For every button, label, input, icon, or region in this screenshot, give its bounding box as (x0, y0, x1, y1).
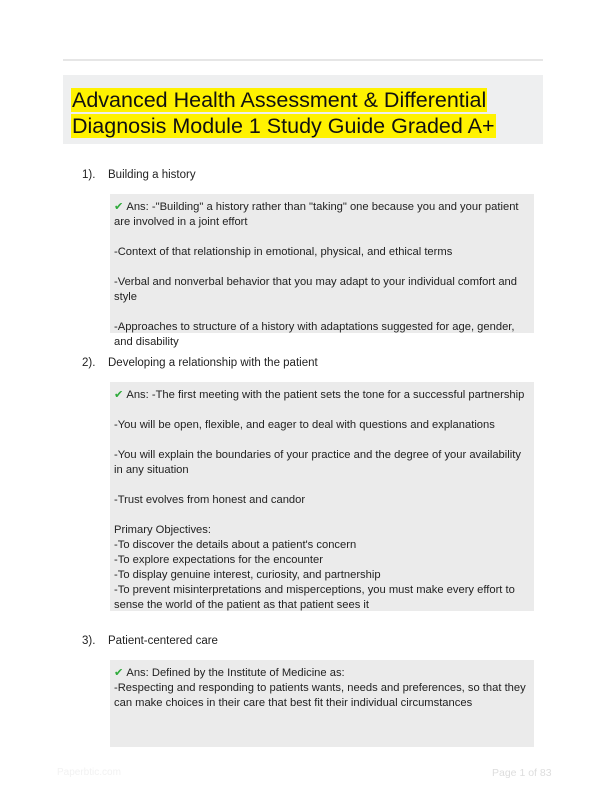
document-title (71, 87, 531, 139)
objective-item: -To prevent misinterpretations and misperceptions, you must make every effort to sense the world of the patient as that patient sees it (114, 584, 515, 611)
answer-paragraph: -Context of that relationship in emotional, physical, and ethical terms (114, 246, 453, 258)
question-prompt: Developing a relationship with the patient (108, 357, 318, 369)
question-prompt: Building a history (108, 169, 196, 181)
answer-lead: Ans: -The first meeting with the patient sets the tone for a successful partnership (126, 389, 525, 401)
objective-item: -To explore expectations for the encounter (114, 554, 323, 566)
check-icon: ✔ (114, 667, 124, 679)
objectives-heading: Primary Objectives: (114, 524, 211, 536)
objective-item: -To discover the details about a patient's concern (114, 539, 357, 551)
question-prompt: Patient-centered care (108, 635, 218, 647)
title-line-2: Diagnosis Module 1 Study Guide Graded A+ (72, 114, 495, 138)
answer-lead: Ans: Defined by the Institute of Medicine as: (126, 667, 345, 679)
objective-item: -To display genuine interest, curiosity, and partnership (114, 569, 381, 581)
question-number: 2). (82, 357, 96, 369)
footer-site-watermark: Paperbtic.com (57, 767, 121, 778)
check-icon: ✔ (114, 389, 124, 401)
answer-paragraph: -You will explain the boundaries of your practice and the degree of your availability in any situation (114, 449, 521, 476)
question-number: 3). (82, 635, 96, 647)
question-number: 1). (82, 169, 96, 181)
title-line-1: Advanced Health Assessment & Differential (72, 88, 487, 112)
answer-2 (110, 382, 534, 611)
answer-paragraph: -Verbal and nonverbal behavior that you may adapt to your individual comfort and style (114, 276, 517, 303)
answer-paragraph: -Respecting and responding to patients wants, needs and preferences, so that they can make choices in their care that best fit their individual circumstances (114, 682, 526, 709)
answer-3 (110, 660, 534, 747)
answer-1 (110, 194, 534, 348)
title-block (63, 75, 543, 144)
answer-lead: Ans: -"Building" a history rather than "taking" one because you and your patient are involved in a joint effort (114, 201, 519, 228)
answer-paragraph: -Trust evolves from honest and candor (114, 494, 306, 506)
answer-paragraph: -You will be open, flexible, and eager to deal with questions and explanations (114, 419, 495, 431)
check-icon: ✔ (114, 201, 124, 213)
answer-paragraph: -Approaches to structure of a history with adaptations suggested for age, gender, and disability (114, 321, 515, 348)
top-divider (63, 59, 543, 61)
page-indicator: Page 1 of 83 (492, 767, 552, 779)
